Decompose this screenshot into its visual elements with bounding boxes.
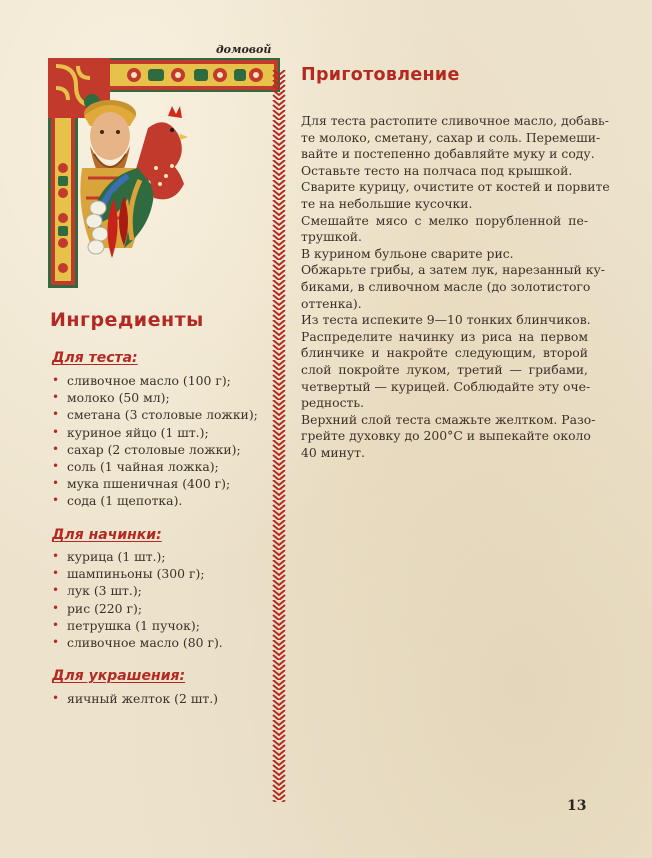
text-line: слой покройте луком, третий — грибами,	[301, 361, 588, 377]
list-item: • молоко (50 мл);	[52, 390, 170, 406]
list-item: • лук (3 шт.);	[52, 583, 142, 599]
text-line: оттенка).	[301, 295, 362, 311]
text-line: 40 минут.	[301, 444, 365, 460]
text-line: грейте духовку до 200°С и выпекайте около	[301, 428, 591, 444]
filling-subheading: Для начинки:	[52, 527, 162, 543]
dough-subheading: Для теста:	[52, 350, 138, 366]
text-line: редность.	[301, 395, 365, 411]
bullet-icon: •	[52, 390, 60, 405]
text-line: блинчике и накройте следующим, второй	[301, 345, 588, 361]
text-line: Верхний слой теста смажьте желтком. Разо-	[301, 411, 596, 427]
bullet-icon: •	[52, 459, 60, 474]
list-item: • мука пшеничная (400 г);	[52, 476, 231, 492]
ingredients-heading: Ингредиенты	[50, 309, 204, 331]
bullet-icon: •	[52, 493, 60, 508]
bullet-icon: •	[52, 691, 60, 705]
list-item: • сода (1 щепотка).	[52, 493, 183, 509]
bullet-icon: •	[52, 373, 60, 387]
list-item: • сметана (3 столовые ложки);	[52, 407, 258, 423]
page-number: 13	[567, 798, 587, 814]
text-line: В курином бульоне сварите рис.	[301, 245, 514, 261]
list-item: • курица (1 шт.);	[52, 549, 166, 564]
domovoi-illustration	[48, 58, 280, 290]
illustration-caption: домовой	[216, 43, 272, 56]
bullet-icon: •	[52, 407, 60, 422]
text-line: те на небольшие кусочки.	[301, 195, 473, 211]
bullet-icon: •	[52, 549, 60, 563]
text-line: Смешайте мясо с мелко порубленной пе-	[301, 212, 588, 228]
text-line: те молоко, сметану, сахар и соль. Перемеши-	[301, 129, 601, 145]
decoration-ingredient-list	[52, 690, 218, 707]
bullet-icon: •	[52, 476, 60, 491]
text-line: Из теста испеките 9—10 тонких блинчиков.	[301, 312, 591, 328]
text-line: Оставьте тесто на полчаса под крышкой.	[301, 162, 573, 178]
zigzag-divider	[272, 70, 286, 802]
list-item: • яичный желток (2 шт.)	[52, 691, 218, 706]
list-item: • петрушка (1 пучок);	[52, 617, 200, 633]
bullet-icon: •	[52, 424, 60, 439]
list-item: • сахар (2 столовые ложки);	[52, 441, 241, 457]
bullet-icon: •	[52, 635, 60, 650]
list-item: • шампиньоны (300 г);	[52, 566, 205, 582]
text-line: биками, в сливочном масле (до золотистого	[301, 278, 591, 294]
text-line: четвертый — курицей. Соблюдайте эту оче-	[301, 378, 591, 394]
text-line: трушкой.	[301, 229, 362, 245]
list-item: • сливочное масло (80 г).	[52, 635, 223, 651]
decoration-subheading: Для украшения:	[52, 668, 186, 684]
text-line: Сварите курицу, очистите от костей и порвите	[301, 179, 610, 195]
filling-ingredient-list	[52, 548, 223, 651]
bullet-icon: •	[52, 583, 60, 598]
text-line: Распределите начинку из риса на первом	[301, 328, 588, 344]
bullet-icon: •	[52, 617, 60, 632]
text-line: Для теста растопите сливочное масло, добавь-	[301, 113, 609, 128]
list-item: • сливочное масло (100 г);	[52, 373, 231, 388]
list-item: • куриное яйцо (1 шт.);	[52, 424, 209, 440]
bullet-icon: •	[52, 600, 60, 615]
bullet-icon: •	[52, 566, 60, 581]
dough-ingredient-list	[52, 372, 258, 510]
preparation-text	[301, 113, 610, 461]
preparation-heading: Приготовление	[301, 65, 460, 85]
list-item: • соль (1 чайная ложка);	[52, 459, 219, 475]
text-line: Обжарьте грибы, а затем лук, нарезанный ку-	[301, 262, 605, 278]
list-item: • рис (220 г);	[52, 600, 142, 616]
text-line: вайте и постепенно добавляйте муку и соду.	[301, 146, 595, 162]
bullet-icon: •	[52, 441, 60, 456]
